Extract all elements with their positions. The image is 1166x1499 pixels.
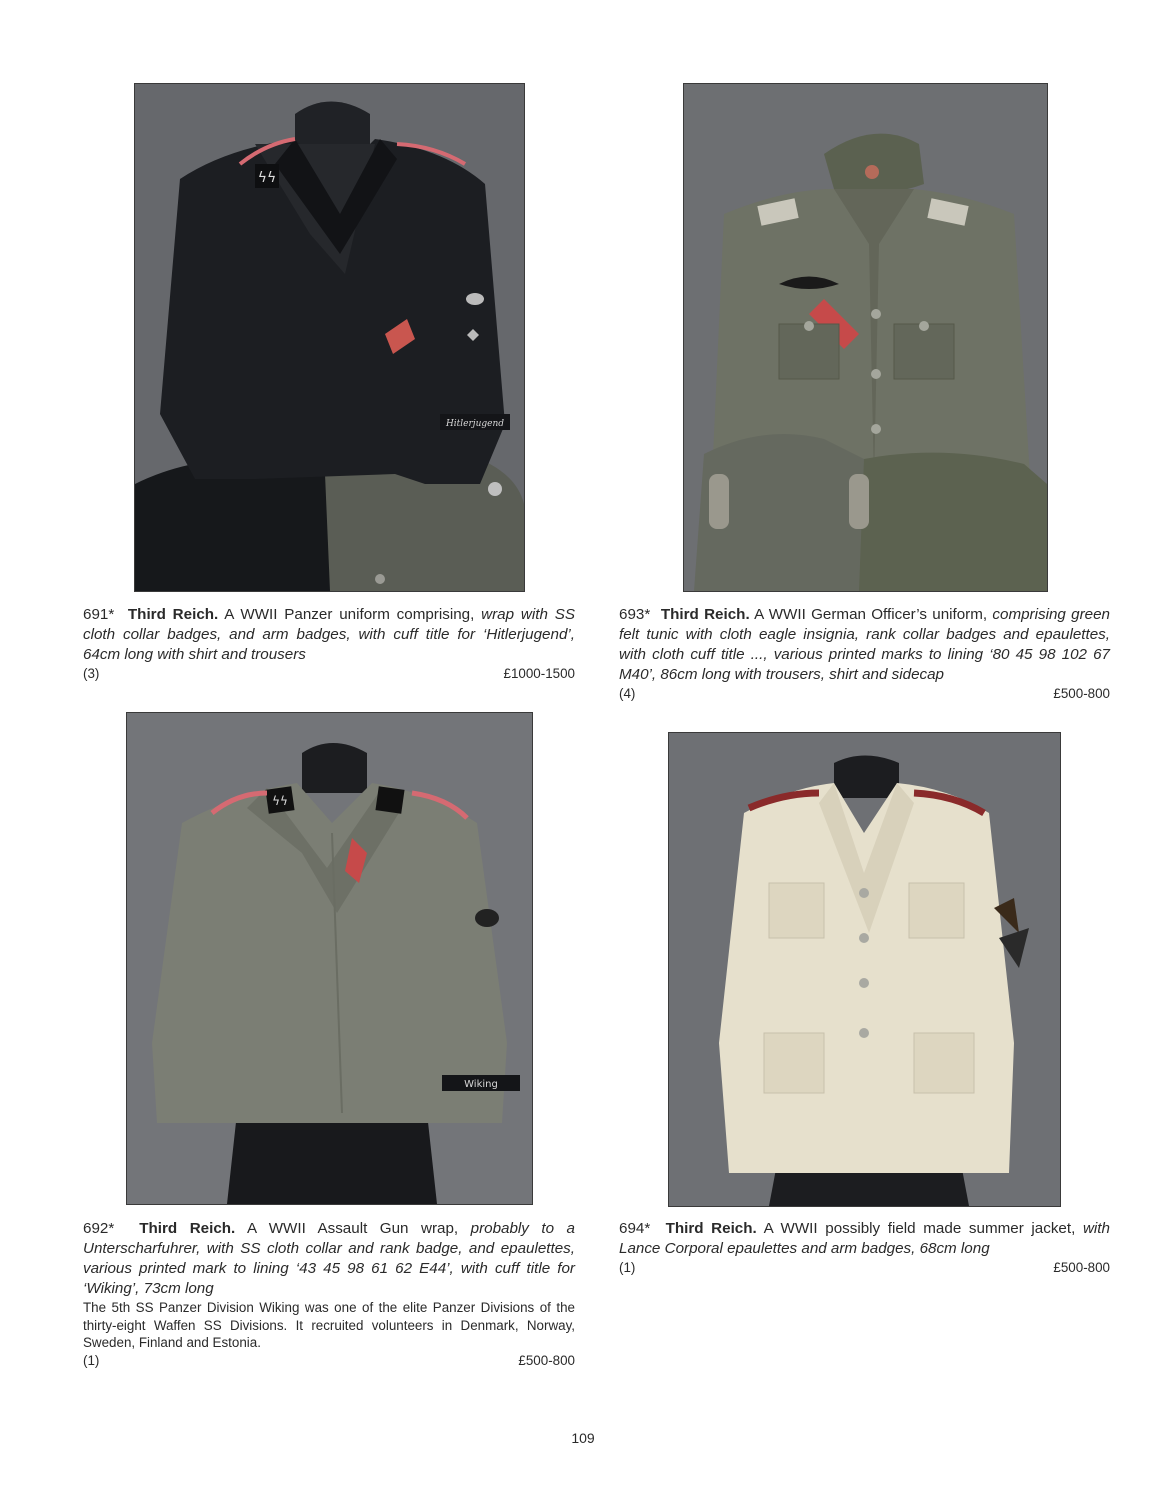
lot-estimate: £500-800 <box>1053 686 1110 701</box>
cuff-title-wiking: Wiking <box>464 1079 498 1090</box>
lot-summary: A WWII possibly field made summer jacket, <box>763 1220 1076 1237</box>
lot-quantity: (4) <box>619 686 636 701</box>
svg-text:ϟϟ: ϟϟ <box>272 794 288 808</box>
lot-details: with Lance Corporal epaulettes and arm badges, 68cm long <box>619 1220 1110 1257</box>
photo-lot-693 <box>683 83 1048 592</box>
lot-number: 691* <box>83 606 115 623</box>
lot-details: probably to a Unterscharfuhrer, with SS cloth collar and rank badge, and epaulettes, various printed mark to lining ‘43 45 98 61 62 E44’, with cuff title for ‘Wiking’, 73cm long <box>83 1220 575 1297</box>
lot-summary: A WWII Assault Gun wrap, <box>246 1220 459 1237</box>
lot-heading: Third Reich. <box>660 606 750 623</box>
lot-estimate: £500-800 <box>1053 1260 1110 1275</box>
lot-details: wrap with SS cloth collar badges, and arm badges, with cuff title for ‘Hitlerjugend’, 64cm long with shirt and trousers <box>83 606 575 663</box>
lot-description <box>619 1219 1110 1259</box>
lot-details: comprising green felt tunic with cloth eagle insignia, rank collar badges and epaulettes, with cloth cuff title ..., various printed marks to lining ‘80 45 98 102 67 M40’, 86cm long with trousers, shirt and sidecap <box>619 606 1110 683</box>
lot-heading: Third Reich. <box>665 1220 757 1237</box>
lot-number: 692* <box>83 1220 115 1237</box>
lot-quantity: (3) <box>83 666 100 681</box>
photo-lot-691 <box>134 83 525 592</box>
lot-693 <box>619 605 1110 703</box>
lot-692 <box>83 1219 575 1370</box>
lot-summary: A WWII German Officer’s uniform, <box>754 606 988 623</box>
photo-lot-694 <box>668 732 1061 1207</box>
lot-heading: Third Reich. <box>139 1220 236 1237</box>
lot-number: 694* <box>619 1220 651 1237</box>
lot-694 <box>619 1219 1110 1277</box>
lot-estimate: £500-800 <box>518 1352 575 1368</box>
lot-quantity: (1) <box>619 1260 636 1275</box>
lot-description <box>83 1219 575 1299</box>
lot-description <box>619 605 1110 685</box>
lot-meta <box>619 1259 1110 1277</box>
lot-meta <box>83 1352 575 1370</box>
lot-number: 693* <box>619 606 651 623</box>
lot-summary: A WWII Panzer uniform comprising, <box>224 606 475 623</box>
lot-meta <box>83 665 575 683</box>
lot-note: The 5th SS Panzer Division Wiking was one of the elite Panzer Divisions of the thirty-eight Waffen SS Divisions. It recruited volunteers in Denmark, Norway, Sweden, Finland and Estonia. <box>83 1300 575 1350</box>
lot-heading: Third Reich. <box>127 606 219 623</box>
photo-lot-692 <box>126 712 533 1205</box>
svg-text:ϟϟ: ϟϟ <box>257 170 277 186</box>
lot-description <box>83 605 575 665</box>
page-number: 109 <box>571 1430 595 1446</box>
lot-691 <box>83 605 575 683</box>
lot-estimate: £1000-1500 <box>503 666 575 681</box>
lot-quantity: (1) <box>83 1352 100 1368</box>
cuff-title-hitlerjugend: Hitlerjugend <box>445 419 505 429</box>
lot-meta <box>619 685 1110 703</box>
